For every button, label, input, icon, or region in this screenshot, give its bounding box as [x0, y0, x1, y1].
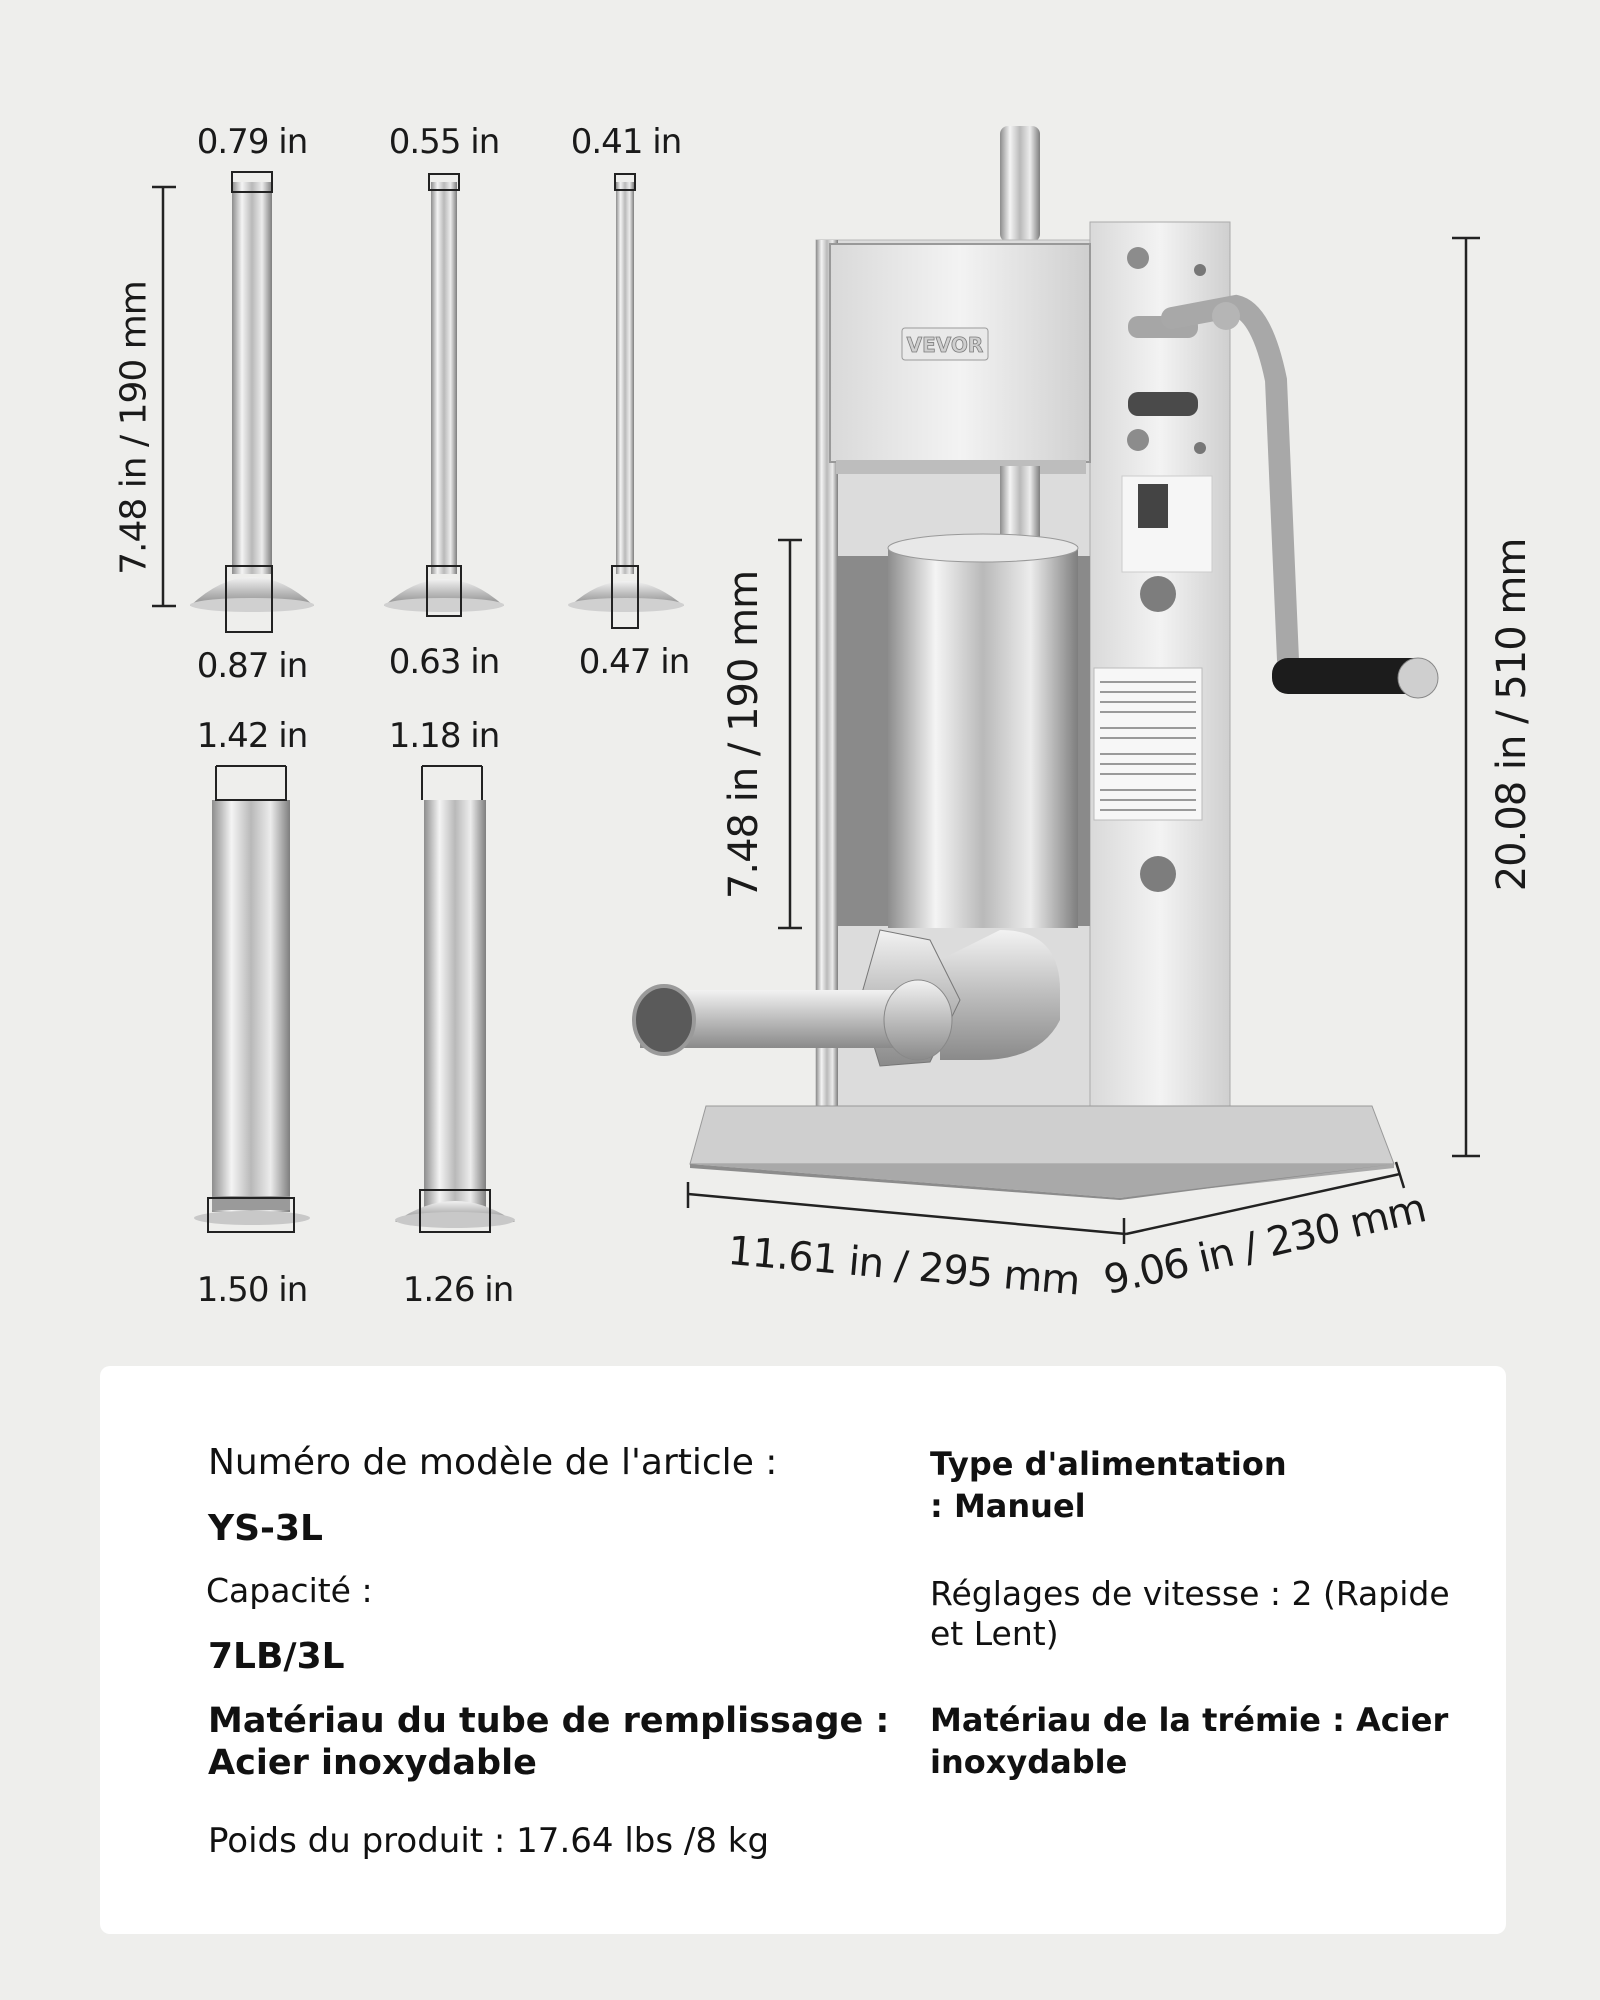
- speed-settings-line2: et Lent): [930, 1614, 1059, 1653]
- capacity-value: 7LB/3L: [208, 1636, 345, 1677]
- nozzle-tube-1: [190, 172, 314, 632]
- power-type-line2: : Manuel: [930, 1487, 1086, 1525]
- tube-4-bottom-label: 1.50 in: [196, 1270, 308, 1310]
- brand-logo: [902, 328, 988, 360]
- tube-4-top-label: 1.42 in: [196, 716, 308, 756]
- base-length-label: 11.61 in / 295 mm: [725, 1228, 1082, 1305]
- tube-material-line1: Matériau du tube de remplissage :: [208, 1701, 890, 1741]
- power-type-line1: Type d'alimentation: [930, 1445, 1287, 1483]
- tube-3-top-label: 0.41 in: [570, 122, 682, 162]
- spec-card: [100, 1366, 1506, 1934]
- svg-text:VEVOR: VEVOR: [906, 333, 984, 357]
- tube-3-bottom-label: 0.47 in: [578, 642, 690, 682]
- base-width-label: 9.06 in / 230 mm: [1099, 1185, 1430, 1304]
- hopper-material-line2: inoxydable: [930, 1743, 1128, 1781]
- tube-1-top-label: 0.79 in: [196, 122, 308, 162]
- tube-length-label: 7.48 in / 190 mm: [113, 281, 155, 575]
- nozzle-tube-4: [194, 766, 310, 1232]
- capacity-label: Capacité :: [206, 1571, 373, 1610]
- cylinder-height-label: 7.48 in / 190 mm: [721, 570, 767, 900]
- model-value: YS-3L: [208, 1508, 323, 1549]
- nozzle-tube-5: [395, 766, 515, 1232]
- tube-1-bottom-label: 0.87 in: [196, 646, 308, 686]
- tube-5-top-label: 1.18 in: [388, 716, 500, 756]
- tube-5-bottom-label: 1.26 in: [402, 1270, 514, 1310]
- tube-2-top-label: 0.55 in: [388, 122, 500, 162]
- nozzle-tube-3: [568, 174, 684, 628]
- model-label: Numéro de modèle de l'article :: [208, 1442, 778, 1483]
- total-height-dimension: [1452, 238, 1480, 1156]
- tube-material-line2: Acier inoxydable: [208, 1743, 537, 1783]
- tube-2-bottom-label: 0.63 in: [388, 642, 500, 682]
- speed-settings-line1: Réglages de vitesse : 2 (Rapide: [930, 1574, 1450, 1613]
- cylinder-height-dimension: [778, 540, 802, 928]
- hopper-material-line1: Matériau de la trémie : Acier: [930, 1701, 1449, 1739]
- nozzle-tube-2: [384, 174, 504, 616]
- product-weight: Poids du produit : 17.64 lbs /8 kg: [208, 1821, 770, 1861]
- tube-length-dimension: [152, 187, 176, 606]
- total-height-label: 20.08 in / 510 mm: [1489, 538, 1535, 892]
